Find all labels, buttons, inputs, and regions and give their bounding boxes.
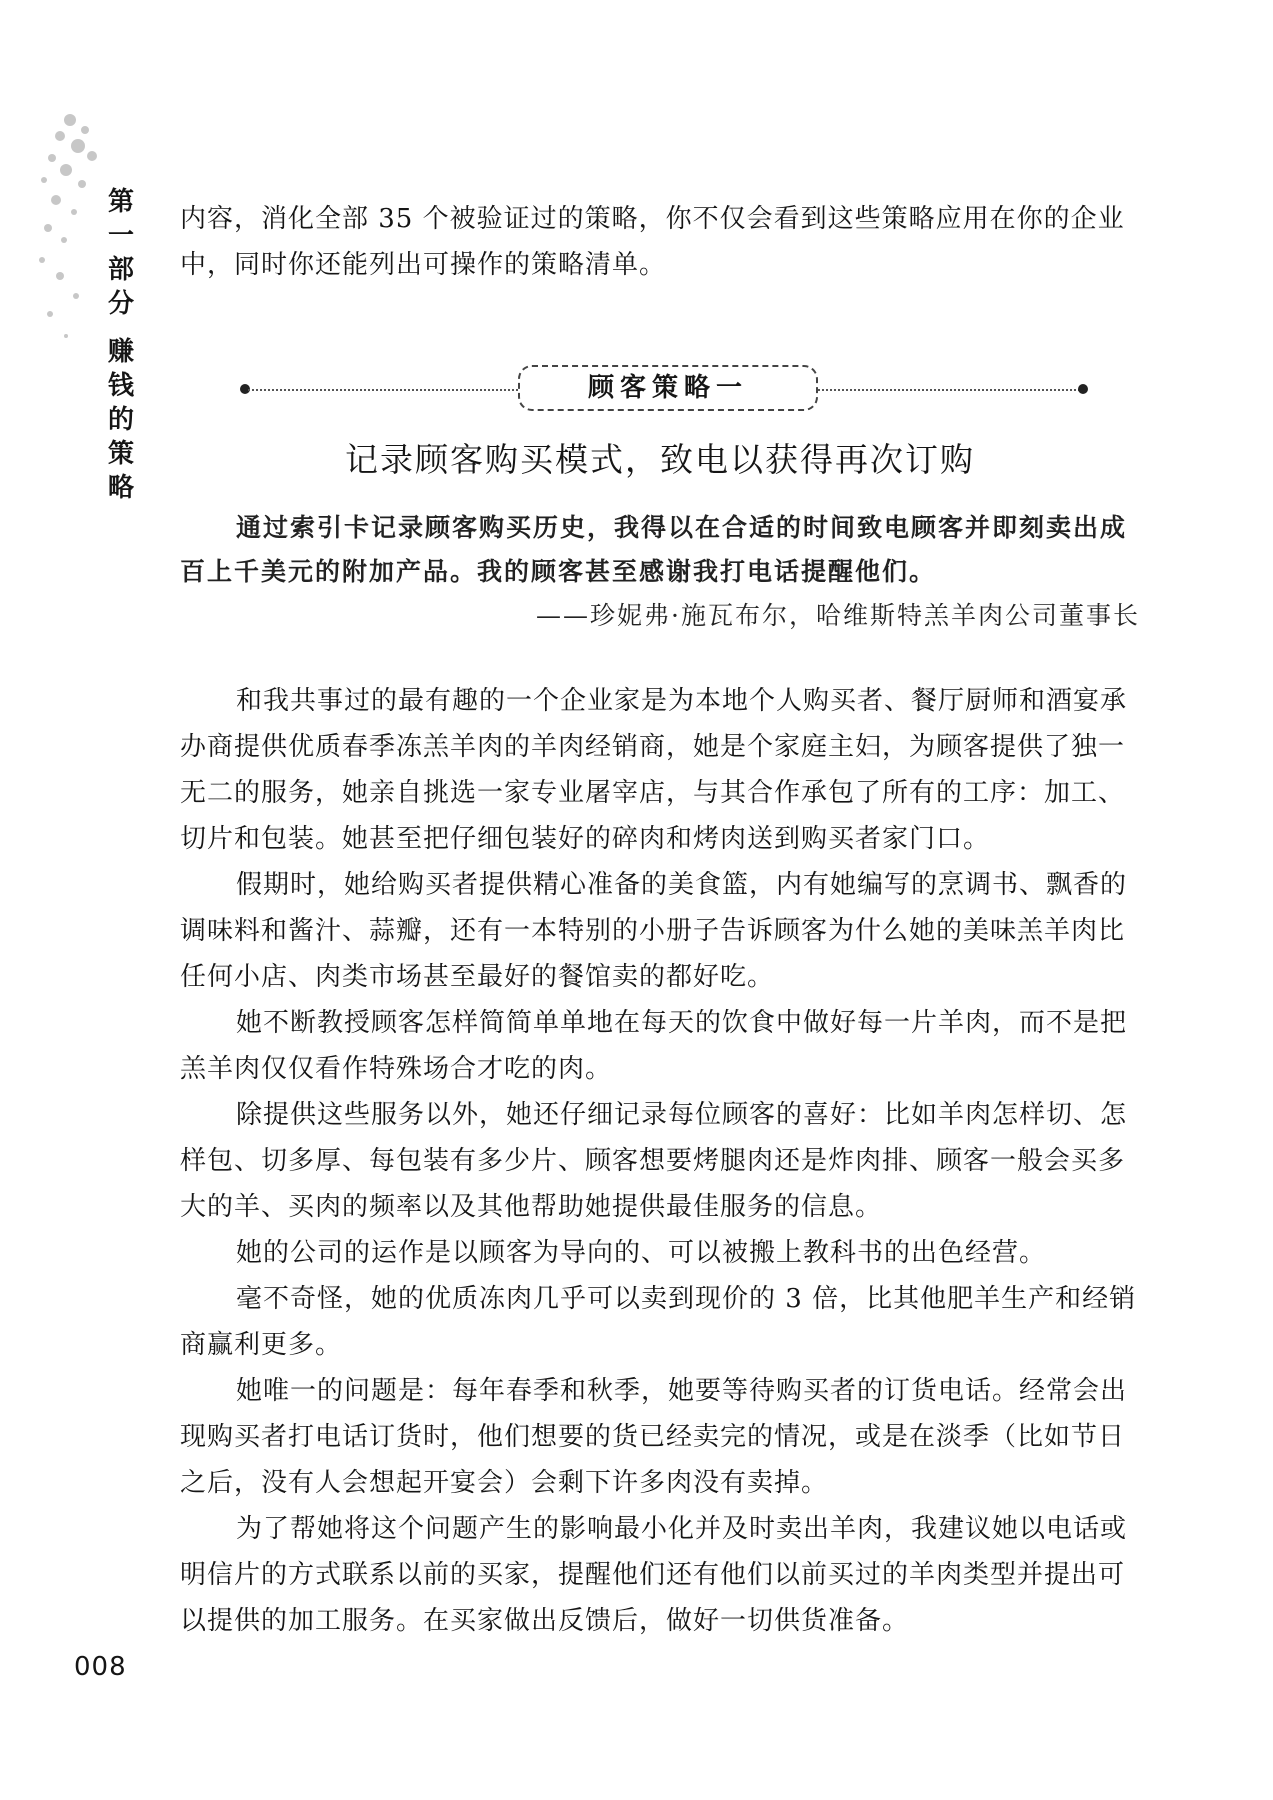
intro-paragraph: 内容，消化全部 35 个被验证过的策略，你不仅会看到这些策略应用在你的企业中，同时你还能列出可操作的策略清单。: [180, 204, 1125, 280]
dotted-rule-right: [818, 389, 1080, 391]
quote-text: 通过索引卡记录顾客购买历史，我得以在合适的时间致电顾客并即刻卖出成百上千美元的附加产品。我的顾客甚至感谢我打电话提醒他们。: [180, 513, 1128, 586]
dotted-rule-left: [248, 389, 518, 391]
divider-dot-right: [1078, 384, 1088, 394]
intro-text-block: [180, 196, 1140, 288]
part-label-gap: [106, 321, 136, 335]
part-label-char: 赚: [107, 337, 134, 367]
strategy-badge: 顾客策略一: [518, 365, 818, 411]
page-number: 008: [74, 1652, 127, 1682]
strategy-title: 记录顾客购买模式，致电以获得再次订购: [345, 440, 975, 479]
epigraph-quote: [180, 506, 1140, 638]
body-paragraph: 假期时，她给购买者提供精心准备的美食篮，内有她编写的烹调书、飘香的调味料和酱汁、蒜瓣，还有一本特别的小册子告诉顾客为什么她的美味羔羊肉比任何小店、肉类市场甚至最好的餐馆卖的都好吃。: [180, 870, 1128, 992]
body-paragraph: 她唯一的问题是：每年春季和秋季，她要等待购买者的订货电话。经常会出现购买者打电话订货时，他们想要的货已经卖完的情况，或是在淡季（比如节日之后，没有人会想起开宴会）会剩下许多肉没有卖掉。: [180, 1376, 1128, 1498]
body-paragraph: 和我共事过的最有趣的一个企业家是为本地个人购买者、餐厅厨师和酒宴承办商提供优质春季冻羔羊肉的羊肉经销商，她是个家庭主妇，为顾客提供了独一无二的服务，她亲自挑选一家专业屠宰店，与其合作承包了所有的工序：加工、切片和包装。她甚至把仔细包装好的碎肉和烤肉送到购买者家门口。: [180, 686, 1128, 854]
body-paragraph: 为了帮她将这个问题产生的影响最小化并及时卖出羊肉，我建议她以电话或明信片的方式联系以前的买家，提醒他们还有他们以前买过的羊肉类型并提出可以提供的加工服务。在买家做出反馈后，做好一切供货准备。: [180, 1514, 1128, 1636]
body-paragraph: 毫不奇怪，她的优质冻肉几乎可以卖到现价的 3 倍，比其他肥羊生产和经销商赢利更多。: [180, 1284, 1137, 1360]
part-label-char: 策: [107, 439, 134, 469]
part-label-char: 部: [107, 255, 134, 285]
body-paragraph: 她不断教授顾客怎样简简单单地在每天的饮食中做好每一片羊肉，而不是把羔羊肉仅仅看作特殊场合才吃的肉。: [180, 1008, 1128, 1084]
body-paragraph: 除提供这些服务以外，她还仔细记录每位顾客的喜好：比如羊肉怎样切、怎样包、切多厚、每包装有多少片、顾客想要烤腿肉还是炸肉排、顾客一般会买多大的羊、买肉的频率以及其他帮助她提供最佳服务的信息。: [180, 1100, 1128, 1222]
part-label-char: 的: [107, 405, 134, 435]
part-label-char: 略: [107, 473, 134, 503]
part-label-char: 一: [107, 221, 134, 251]
part-label-char: 钱: [107, 371, 134, 401]
body-text: [180, 678, 1140, 1644]
strategy-header: [240, 365, 1090, 415]
part-label-vertical: [106, 185, 136, 505]
quote-author: ——珍妮弗·施瓦布尔，哈维斯特羔羊肉公司董事长: [536, 601, 1140, 630]
part-label-char: 第: [107, 187, 134, 217]
body-paragraph: 她的公司的运作是以顾客为导向的、可以被搬上教科书的出色经营。: [236, 1238, 1047, 1268]
part-label-char: 分: [107, 289, 134, 319]
